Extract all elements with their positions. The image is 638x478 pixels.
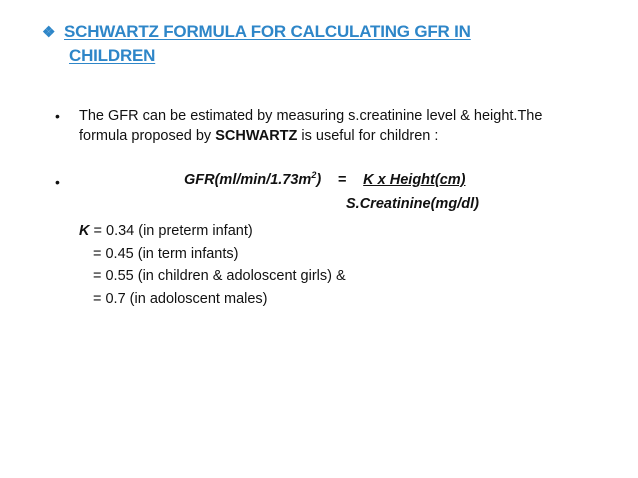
gfr-formula — [184, 170, 466, 188]
intro-text-part-1: The GFR can be estimated by measuring s.creatinine level & height.The formula proposed by — [79, 108, 543, 144]
intro-text — [79, 106, 569, 146]
title-line-1: SCHWARTZ FORMULA FOR CALCULATING GFR IN — [64, 22, 471, 41]
formula-denominator: S.Creatinine(mg/dl) — [346, 196, 479, 212]
bullet-dot-icon: • — [55, 174, 60, 190]
formula-numerator: K x Height(cm) — [363, 171, 466, 188]
k-values-list — [79, 220, 346, 310]
k-label: K — [79, 223, 90, 239]
k-value-row: = 0.7 (in adoloscent males) — [93, 290, 268, 307]
schwartz-emphasis: SCHWARTZ — [215, 128, 298, 144]
diamond-bullet-icon: ❖ — [42, 24, 56, 41]
title-line-2: CHILDREN — [69, 46, 156, 65]
formula-lhs: $GFR(ml/\min/1.73m^2)$ — [184, 170, 322, 188]
k-value-row: = 0.45 (in term infants) — [93, 245, 239, 262]
slide-title — [42, 20, 512, 67]
formula-exponent: 2 — [311, 170, 317, 180]
k-value-row: K = 0.34 (in preterm infant) — [79, 223, 253, 239]
intro-text-part-2: is useful for children : — [297, 128, 439, 144]
k-value-row: = 0.55 (in children & adoloscent girls) & — [93, 268, 346, 284]
formula-equals: = — [337, 171, 347, 188]
bullet-dot-icon: • — [55, 108, 60, 124]
